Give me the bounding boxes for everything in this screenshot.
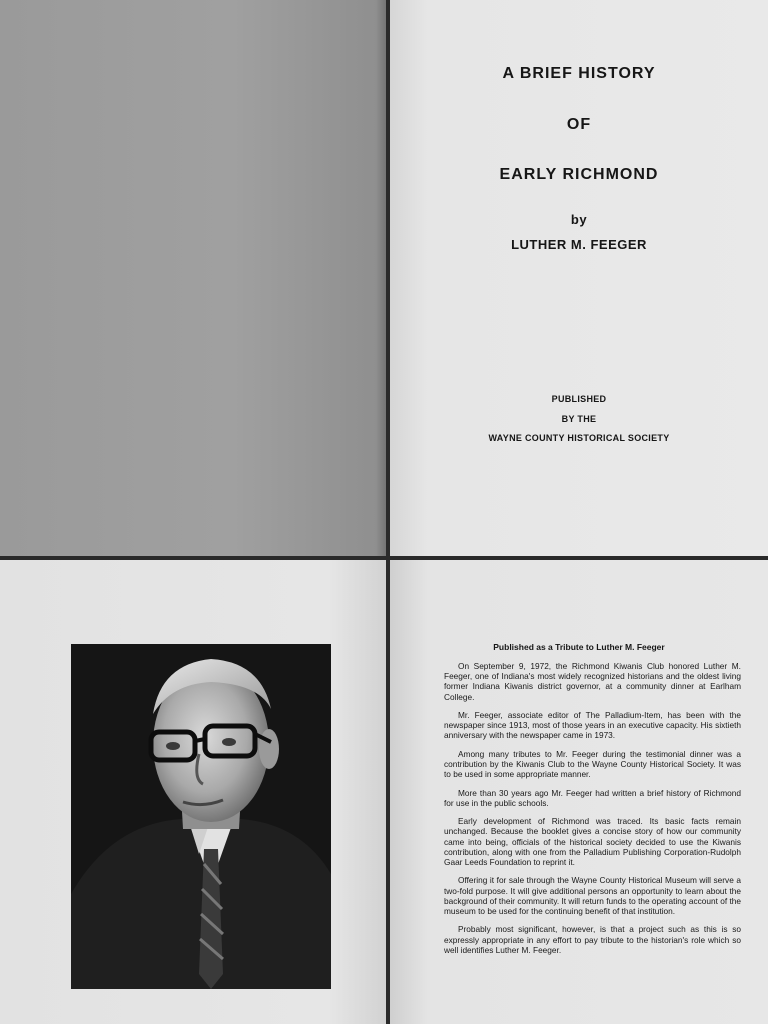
by-line: by: [570, 212, 588, 227]
title-line-3: EARLY RICHMOND: [499, 166, 659, 183]
tribute-heading: Published as a Tribute to Luther M. Feeger: [493, 642, 665, 652]
author-portrait-photo: [71, 644, 331, 989]
spine-shadow: [376, 0, 386, 556]
paragraph-2: Mr. Feeger, associate editor of The Palladium-Item, has been with the newspaper since 1913, most of those years in an executive capacity. His sixtieth anniversary with the newspaper came in 1973.: [444, 710, 741, 741]
tribute-body: [444, 661, 741, 963]
title-line-1: A BRIEF HISTORY: [502, 65, 656, 82]
published-label: PUBLISHED: [551, 394, 607, 404]
paragraph-5: Early development of Richmond was traced. Its basic facts remain unchanged. Because the booklet gives a concise story of how our community came into being, officials of the historical society decided to use the Kiwanis contribution, along with one from the Palladium Publishing Corporation-Rudolph Gaar Leeds Foundation to reprint it.: [444, 816, 741, 867]
portrait-page: [0, 560, 386, 1024]
portrait-illustration: [71, 644, 331, 989]
title-page: [390, 0, 768, 556]
title-line-2: OF: [566, 116, 592, 133]
paragraph-4: More than 30 years ago Mr. Feeger had written a brief history of Richmond for use in the public schools.: [444, 787, 741, 808]
by-the-label: BY THE: [561, 414, 597, 424]
inside-cover-page: [0, 0, 386, 556]
tribute-page: [390, 560, 768, 1024]
paragraph-1: On September 9, 1972, the Richmond Kiwanis Club honored Luther M. Feeger, one of Indiana's most widely recognized historians and the oldest living former Indiana Kiwanis district governor, at a community dinner at Earlham College.: [444, 661, 741, 702]
paragraph-3: Among many tributes to Mr. Feeger during the testimonial dinner was a contribution by the Kiwanis Club to the Wayne County Historical Society. It was to be used in some appropriate manner.: [444, 748, 741, 780]
paragraph-7: Probably most significant, however, is that a project such as this is so expressly appropriate in any effort to pay tribute to the historian's role which so well identifies Luther M. Feeger.: [444, 924, 741, 955]
publisher-name: WAYNE COUNTY HISTORICAL SOCIETY: [488, 433, 670, 443]
author-name: LUTHER M. FEEGER: [511, 237, 647, 252]
paragraph-6: Offering it for sale through the Wayne County Historical Museum will serve a two-fold purpose. It will give additional persons an opportunity to learn about the background of their community. It will return funds to the operating account of the museum to be used for the continuing benefit of that institution.: [444, 875, 741, 916]
